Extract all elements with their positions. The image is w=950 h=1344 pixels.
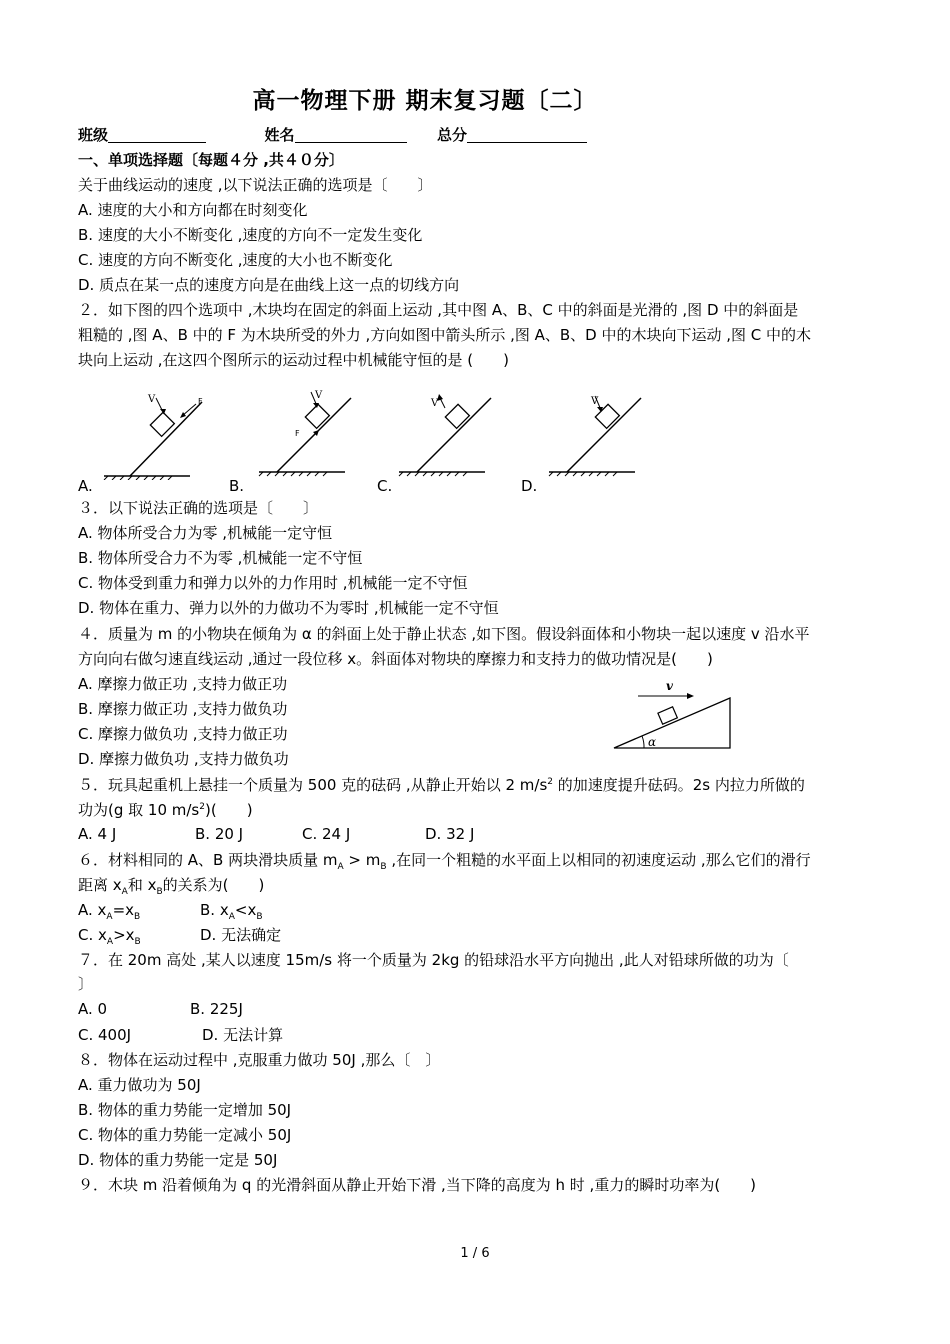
q6-line2-sub-b: B — [156, 887, 163, 897]
q3-option-d: D. 物体在重力、弹力以外的力做功不为零时 ,机械能一定不守恒 — [78, 599, 499, 617]
q6-line1-b: > m — [343, 851, 381, 869]
q4-option-c: C. 摩擦力做负功 ,支持力做正功 — [78, 725, 288, 743]
q2a-v-label: V — [148, 394, 156, 405]
q6-b-pre: B. x — [200, 901, 229, 919]
q1-option-a: A. 速度的大小和方向都在时刻变化 — [78, 201, 308, 219]
q6-stem-line2 — [78, 875, 264, 895]
q4-alpha-label: α — [648, 735, 657, 749]
q4-incline-diagram — [608, 676, 738, 754]
student-info-row — [78, 124, 587, 145]
q6-option-b — [200, 900, 263, 920]
q5-line2-text-a: 功为(g 取 10 m/s — [78, 801, 200, 819]
q7-stem-line1: ７．在 20m 高处 ,某人以速度 15m/s 将一个质量为 2kg 的铅球沿水平方向抛出 ,此人对铅球所做的功为〔 — [78, 951, 789, 969]
q5-option-c: C. 24 J — [302, 825, 351, 843]
q8-stem: ８．物体在运动过程中 ,克服重力做功 50J ,那么〔 〕 — [78, 1051, 441, 1069]
q4-stem-line2: 方向向右做匀速直线运动 ,通过一段位移 x。斜面体对物块的摩擦力和支持力的做功情况是( ) — [78, 650, 713, 668]
q5-line1-text-a: ５．玩具起重机上悬挂一个质量为 500 克的砝码 ,从静止开始以 2 m/s — [78, 776, 548, 794]
q7-option-a: A. 0 — [78, 1000, 108, 1018]
section-heading: 一、单项选择题〔每题４分 ,共４０分〕 — [78, 151, 344, 169]
q6-b-sub1: A — [228, 912, 235, 922]
q2-diagram-a — [100, 390, 210, 480]
q2-label-c: C. — [377, 477, 393, 495]
q6-c-pre: C. x — [78, 926, 107, 944]
q6-line2-a: 距离 x — [78, 876, 122, 894]
q7-option-d: D. 无法计算 — [202, 1026, 284, 1044]
q6-option-a — [78, 900, 140, 920]
q6-b-sub2: B — [256, 912, 263, 922]
q5-option-a: A. 4 J — [78, 825, 117, 843]
q5-option-b: B. 20 J — [195, 825, 244, 843]
q6-c-sub1: A — [106, 937, 114, 947]
q6-stem-line1 — [78, 850, 811, 870]
q6-option-c — [78, 925, 141, 945]
q2-diagram-c — [395, 388, 505, 478]
q6-c-mid: >x — [113, 926, 135, 944]
q6-line2-sub-a: A — [121, 887, 128, 897]
q6-a-mid: =x — [112, 901, 135, 919]
page-title: 高一物理下册 期末复习题〔二〕 — [252, 88, 598, 114]
q6-a-pre: A. x — [78, 901, 107, 919]
q4-option-a: A. 摩擦力做正功 ,支持力做正功 — [78, 675, 288, 693]
q2b-v-label: V — [315, 390, 323, 401]
q1-stem: 关于曲线运动的速度 ,以下说法正确的选项是〔 〕 — [78, 176, 433, 194]
q6-c-sub2: B — [134, 937, 141, 947]
q6-a-sub2: B — [134, 912, 141, 922]
q2-label-a: A. — [78, 477, 93, 495]
class-blank[interactable] — [108, 126, 206, 143]
q6-line1-c: ,在同一个粗糙的水平面上以相同的初速度运动 ,那么它们的滑行 — [386, 851, 811, 869]
page-number: 1 / 6 — [460, 1246, 490, 1261]
q6-a-sub1: A — [106, 912, 113, 922]
q5-stem-line1 — [78, 775, 805, 795]
q6-sub-a: A — [337, 862, 344, 872]
q3-option-c: C. 物体受到重力和弹力以外的力作用时 ,机械能一定不守恒 — [78, 574, 468, 592]
q6-line2-b: 和 x — [127, 876, 157, 894]
q7-stem-line2: 〕 — [78, 975, 94, 993]
q4-option-d: D. 摩擦力做负功 ,支持力做负功 — [78, 750, 289, 768]
q5-line2-sup: 2 — [199, 802, 205, 812]
q2-stem-line1: ２．如下图的四个选项中 ,木块均在固定的斜面上运动 ,其中图 A、B、C 中的斜面是光滑的 ,图 D 中的斜面是 — [78, 301, 799, 319]
q6-sub-b: B — [380, 862, 387, 872]
q8-option-d: D. 物体的重力势能一定是 50J — [78, 1151, 278, 1169]
class-label: 班级 — [78, 126, 109, 144]
name-label: 姓名 — [264, 126, 295, 144]
q2-stem-line2: 粗糙的 ,图 A、B 中的 F 为木块所受的外力 ,方向如图中箭头所示 ,图 A、B、D 中的木块向下运动 ,图 C 中的木 — [78, 326, 812, 344]
q2-label-b: B. — [229, 477, 245, 495]
q5-line2-text-b: )( ) — [204, 801, 253, 819]
q2-stem-line3: 块向上运动 ,在这四个图所示的运动过程中机械能守恒的是 ( ) — [78, 351, 510, 369]
q2a-f-label: F — [198, 397, 203, 406]
q3-stem: ３．以下说法正确的选项是〔 〕 — [78, 499, 319, 517]
q2d-v-label: V — [591, 396, 599, 407]
q4-stem-line1: ４．质量为 m 的小物块在倾角为 α 的斜面上处于静止状态 ,如下图。假设斜面体和小物块一起以速度 v 沿水平 — [78, 625, 810, 643]
q6-option-d: D. 无法确定 — [200, 926, 282, 944]
q6-b-mid: <x — [234, 901, 257, 919]
q5-option-d: D. 32 J — [425, 825, 475, 843]
q5-line1-sup: 2 — [547, 777, 553, 787]
q3-option-a: A. 物体所受合力为零 ,机械能一定守恒 — [78, 524, 333, 542]
q5-stem-line2 — [78, 800, 253, 820]
q1-option-b: B. 速度的大小不断变化 ,速度的方向不一定发生变化 — [78, 226, 423, 244]
q2-diagram-d — [545, 388, 655, 478]
q4-option-b: B. 摩擦力做正功 ,支持力做负功 — [78, 700, 288, 718]
q8-option-c: C. 物体的重力势能一定减小 50J — [78, 1126, 292, 1144]
q8-option-b: B. 物体的重力势能一定增加 50J — [78, 1101, 292, 1119]
q8-option-a: A. 重力做功为 50J — [78, 1076, 201, 1094]
q7-option-c: C. 400J — [78, 1026, 132, 1044]
q7-option-b: B. 225J — [190, 1000, 243, 1018]
q5-line1-text-b: 的加速度提升砝码。2s 内拉力所做的 — [553, 776, 805, 794]
q1-option-c: C. 速度的方向不断变化 ,速度的大小也不断变化 — [78, 251, 393, 269]
q2-diagram-b — [255, 388, 365, 478]
q2b-f-label: F — [295, 429, 300, 438]
q2c-v-label: V — [431, 398, 439, 409]
q6-line2-c: 的关系为( ) — [162, 876, 265, 894]
q6-line1-a: ６．材料相同的 A、B 两块滑块质量 m — [78, 851, 338, 869]
q2-label-d: D. — [521, 477, 538, 495]
q9-stem: ９．木块 m 沿着倾角为 q 的光滑斜面从静止开始下滑 ,当下降的高度为 h 时 ,重力的瞬时功率为( ) — [78, 1176, 757, 1194]
name-blank[interactable] — [295, 126, 407, 143]
score-blank[interactable] — [467, 126, 587, 143]
q4-v-label: v — [666, 679, 673, 693]
q3-option-b: B. 物体所受合力不为零 ,机械能一定不守恒 — [78, 549, 363, 567]
q1-option-d: D. 质点在某一点的速度方向是在曲线上这一点的切线方向 — [78, 276, 460, 294]
score-label: 总分 — [436, 126, 467, 144]
